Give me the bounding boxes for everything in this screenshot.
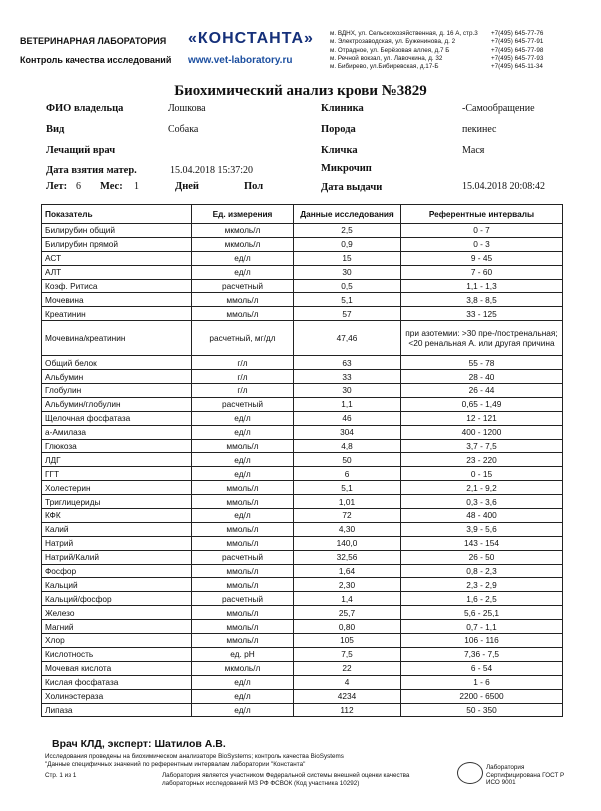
unit-cell: ед/л xyxy=(192,265,294,279)
unit-cell: мкмоль/л xyxy=(192,224,294,238)
unit-cell: г/л xyxy=(192,370,294,384)
months-label: Мес: xyxy=(100,181,123,192)
lab-type: ВЕТЕРИНАРНАЯ ЛАБОРАТОРИЯ xyxy=(20,36,167,46)
result-cell: 57 xyxy=(294,307,401,321)
species-label: Вид xyxy=(46,124,65,135)
reference-cell: 0 - 15 xyxy=(401,467,563,481)
parameter-cell: Альбумин/глобулин xyxy=(42,397,192,411)
phone-list xyxy=(491,30,543,71)
clinic-label: Клиника xyxy=(321,103,364,114)
address: м. Речной вокзал, ул. Лавочкина, д. 32 xyxy=(330,54,443,62)
analyzer-note: Исследования проведены на биохимическом анализаторе BioSystems; контроль качества BioSystems xyxy=(45,753,344,760)
phone: +7(495) 645-77-93 xyxy=(491,54,544,62)
reference-cell: 400 - 1200 xyxy=(401,425,563,439)
result-cell: 6 xyxy=(294,467,401,481)
reference-cell: 0,8 - 2,3 xyxy=(401,564,563,578)
reference-cell: 1 - 6 xyxy=(401,675,563,689)
parameter-cell: Железо xyxy=(42,606,192,620)
unit-cell: расчетный xyxy=(192,592,294,606)
issue-date-value: 15.04.2018 20:08:42 xyxy=(462,181,546,192)
result-cell: 22 xyxy=(294,661,401,675)
unit-cell: ммоль/л xyxy=(192,634,294,648)
table-row xyxy=(42,578,563,592)
table-row xyxy=(42,384,563,398)
column-header: Данные исследования xyxy=(294,205,401,224)
certification-logo-icon xyxy=(457,762,483,784)
result-cell: 5,1 xyxy=(294,481,401,495)
reference-cell: 23 - 220 xyxy=(401,453,563,467)
days-label: Дней xyxy=(175,181,199,192)
table-row xyxy=(42,675,563,689)
unit-cell: ммоль/л xyxy=(192,620,294,634)
reference-cell: 0,7 - 1,1 xyxy=(401,620,563,634)
table-row xyxy=(42,564,563,578)
unit-cell: мкмоль/л xyxy=(192,661,294,675)
parameter-cell: Хлор xyxy=(42,634,192,648)
reference-cell: 0,3 - 3,6 xyxy=(401,495,563,509)
doctor-signature: Врач КЛД, эксперт: Шатилов А.В. xyxy=(52,738,226,750)
result-cell: 7,5 xyxy=(294,647,401,661)
table-row xyxy=(42,634,563,648)
parameter-cell: Коэф. Ритиса xyxy=(42,279,192,293)
address-list xyxy=(330,30,478,71)
participation-note: Лаборатория является участником Федеральной системы внешней оценки качества лабораторных исследований МЗ РФ ФСВОК (Код участника 10292) xyxy=(162,772,410,787)
address: м. Электрозаводская, ул. Буженинова, д. 2 xyxy=(330,38,456,46)
reference-cell: 9 - 45 xyxy=(401,251,563,265)
table-row xyxy=(42,661,563,675)
unit-cell: ед/л xyxy=(192,703,294,717)
reference-cell: 26 - 50 xyxy=(401,550,563,564)
unit-cell: ммоль/л xyxy=(192,307,294,321)
microchip-label: Микрочип xyxy=(321,163,372,174)
parameter-cell: Глобулин xyxy=(42,384,192,398)
reference-cell: 7,36 - 7,5 xyxy=(401,647,563,661)
table-row xyxy=(42,265,563,279)
unit-cell: ед/л xyxy=(192,453,294,467)
parameter-cell: Холинэстераза xyxy=(42,689,192,703)
unit-cell: ед/л xyxy=(192,425,294,439)
reference-cell: 0 - 7 xyxy=(401,224,563,238)
nickname-value: Мася xyxy=(462,145,485,156)
result-cell: 4234 xyxy=(294,689,401,703)
reference-cell: 55 - 78 xyxy=(401,356,563,370)
table-row xyxy=(42,370,563,384)
reference-cell: 0 - 3 xyxy=(401,237,563,251)
parameter-cell: Натрий xyxy=(42,536,192,550)
unit-cell: ед/л xyxy=(192,675,294,689)
result-cell: 140,0 xyxy=(294,536,401,550)
result-cell: 47,46 xyxy=(294,321,401,356)
phone: +7(495) 645-77-98 xyxy=(491,46,544,54)
table-row xyxy=(42,307,563,321)
reference-cell: 3,7 - 7,5 xyxy=(401,439,563,453)
parameter-cell: Креатинин xyxy=(42,307,192,321)
unit-cell: расчетный xyxy=(192,279,294,293)
reference-cell: 106 - 116 xyxy=(401,634,563,648)
reference-cell: 28 - 40 xyxy=(401,370,563,384)
reference-cell: 26 - 44 xyxy=(401,384,563,398)
parameter-cell: АЛТ xyxy=(42,265,192,279)
result-cell: 0,80 xyxy=(294,620,401,634)
result-cell: 1,01 xyxy=(294,495,401,509)
lab-name: «КОНСТАНТА» xyxy=(188,30,314,47)
table-row xyxy=(42,536,563,550)
sample-date-label: Дата взятия матер. xyxy=(46,165,137,176)
reference-cell: 50 - 350 xyxy=(401,703,563,717)
unit-cell: ммоль/л xyxy=(192,578,294,592)
table-row xyxy=(42,251,563,265)
column-header: Ед. измерения xyxy=(192,205,294,224)
address: м. Отрадное, ул. Берёзовая аллея, д.7 Б xyxy=(330,46,450,54)
doctor-label: Лечащий врач xyxy=(46,145,116,156)
result-cell: 25,7 xyxy=(294,606,401,620)
unit-cell: ммоль/л xyxy=(192,495,294,509)
parameter-cell: Кальций/фосфор xyxy=(42,592,192,606)
unit-cell: г/л xyxy=(192,384,294,398)
parameter-cell: Липаза xyxy=(42,703,192,717)
table-row xyxy=(42,509,563,523)
reference-cell: 3,8 - 8,5 xyxy=(401,293,563,307)
page-number: Стр. 1 из 1 xyxy=(45,772,77,779)
certification-label: Лаборатория Сертифицирована ГОСТ Р ИСО 9001 xyxy=(486,764,565,786)
sample-date-value: 15.04.2018 15:37:20 xyxy=(170,165,254,176)
result-cell: 2,30 xyxy=(294,578,401,592)
result-cell: 15 xyxy=(294,251,401,265)
table-row xyxy=(42,647,563,661)
parameter-cell: Глюкоза xyxy=(42,439,192,453)
result-cell: 32,56 xyxy=(294,550,401,564)
table-row xyxy=(42,411,563,425)
parameter-cell: Общий белок xyxy=(42,356,192,370)
owner-label: ФИО владельца xyxy=(46,103,124,114)
breed-value: пекинес xyxy=(462,124,497,135)
unit-cell: ед/л xyxy=(192,467,294,481)
reference-cell: 48 - 400 xyxy=(401,509,563,523)
parameter-cell: АСТ xyxy=(42,251,192,265)
months-value: 1 xyxy=(134,181,139,192)
unit-cell: ммоль/л xyxy=(192,439,294,453)
reference-cell: 3,9 - 5,6 xyxy=(401,522,563,536)
parameter-cell: Калий xyxy=(42,522,192,536)
parameter-cell: Магний xyxy=(42,620,192,634)
reference-cell: 1,1 - 1,3 xyxy=(401,279,563,293)
reference-cell: 5,6 - 25,1 xyxy=(401,606,563,620)
result-cell: 304 xyxy=(294,425,401,439)
parameter-cell: Билирубин общий xyxy=(42,224,192,238)
address: м. Бибирево, ул.Бибиревская, д.17-Б xyxy=(330,63,439,71)
table-row xyxy=(42,522,563,536)
table-row xyxy=(42,397,563,411)
parameter-cell: КФК xyxy=(42,509,192,523)
result-cell: 50 xyxy=(294,453,401,467)
result-cell: 1,1 xyxy=(294,397,401,411)
table-row xyxy=(42,689,563,703)
parameter-cell: ГГТ xyxy=(42,467,192,481)
table-row xyxy=(42,606,563,620)
reference-cell: 1,6 - 2,5 xyxy=(401,592,563,606)
parameter-cell: Натрий/Калий xyxy=(42,550,192,564)
result-cell: 1,4 xyxy=(294,592,401,606)
unit-cell: ммоль/л xyxy=(192,293,294,307)
address: м. ВДНХ, ул. Сельскохозяйственная, д. 16 А, стр.3 xyxy=(330,30,478,37)
unit-cell: ммоль/л xyxy=(192,522,294,536)
reference-cell: 0,65 - 1,49 xyxy=(401,397,563,411)
unit-cell: ммоль/л xyxy=(192,564,294,578)
reference-cell: 143 - 154 xyxy=(401,536,563,550)
result-cell: 4,30 xyxy=(294,522,401,536)
table-header-row xyxy=(42,205,563,224)
reference-cell: 7 - 60 xyxy=(401,265,563,279)
parameter-cell: Мочевина xyxy=(42,293,192,307)
result-cell: 105 xyxy=(294,634,401,648)
result-cell: 4,8 xyxy=(294,439,401,453)
table-row xyxy=(42,495,563,509)
table-row xyxy=(42,481,563,495)
unit-cell: мкмоль/л xyxy=(192,237,294,251)
table-row xyxy=(42,224,563,238)
unit-cell: ед. рН xyxy=(192,647,294,661)
reference-cell: 33 - 125 xyxy=(401,307,563,321)
parameter-cell: Триглицериды xyxy=(42,495,192,509)
result-cell: 2,5 xyxy=(294,224,401,238)
table-row xyxy=(42,620,563,634)
parameter-cell: ЛДГ xyxy=(42,453,192,467)
reference-cell: 12 - 121 xyxy=(401,411,563,425)
parameter-cell: Альбумин xyxy=(42,370,192,384)
phone: +7(495) 645-77-91 xyxy=(491,38,544,46)
result-cell: 72 xyxy=(294,509,401,523)
breed-label: Порода xyxy=(321,124,356,135)
phone: +7(495) 645-77-76 xyxy=(491,30,544,37)
table-row xyxy=(42,703,563,717)
clinic-value: -Самообращение xyxy=(462,103,535,114)
parameter-cell: Кислотность xyxy=(42,647,192,661)
table-row xyxy=(42,592,563,606)
phone: +7(495) 645-11-34 xyxy=(491,63,543,71)
column-header: Показатель xyxy=(42,205,192,224)
parameter-cell: Фосфор xyxy=(42,564,192,578)
lab-website-link[interactable]: www.vet-laboratory.ru xyxy=(188,55,293,66)
unit-cell: ед/л xyxy=(192,251,294,265)
parameter-cell: Билирубин прямой xyxy=(42,237,192,251)
parameter-cell: Кальций xyxy=(42,578,192,592)
table-row xyxy=(42,467,563,481)
reference-cell: 2200 - 6500 xyxy=(401,689,563,703)
parameter-cell: Мочевина/креатинин xyxy=(42,321,192,356)
table-row xyxy=(42,453,563,467)
reference-cell: 2,3 - 2,9 xyxy=(401,578,563,592)
unit-cell: ед/л xyxy=(192,689,294,703)
result-cell: 0,5 xyxy=(294,279,401,293)
unit-cell: ед/л xyxy=(192,509,294,523)
years-label: Лет: xyxy=(46,181,68,192)
unit-cell: ммоль/л xyxy=(192,606,294,620)
unit-cell: ммоль/л xyxy=(192,481,294,495)
result-cell: 0,9 xyxy=(294,237,401,251)
result-cell: 112 xyxy=(294,703,401,717)
nickname-label: Кличка xyxy=(321,145,358,156)
column-header: Референтные интервалы xyxy=(401,205,563,224)
unit-cell: ед/л xyxy=(192,411,294,425)
table-row xyxy=(42,321,563,356)
parameter-cell: Холестерин xyxy=(42,481,192,495)
owner-value: Лошкова xyxy=(168,103,206,114)
unit-cell: расчетный xyxy=(192,397,294,411)
table-row xyxy=(42,279,563,293)
issue-date-label: Дата выдачи xyxy=(321,182,383,193)
table-row xyxy=(42,293,563,307)
result-cell: 63 xyxy=(294,356,401,370)
unit-cell: расчетный, мг/дл xyxy=(192,321,294,356)
table-row xyxy=(42,550,563,564)
result-cell: 4 xyxy=(294,675,401,689)
result-cell: 33 xyxy=(294,370,401,384)
reference-note: "Данные специфичных значений по референтным интервалам лаборатории "Константа" xyxy=(45,761,306,768)
unit-cell: расчетный xyxy=(192,550,294,564)
parameter-cell: Щелочная фосфатаза xyxy=(42,411,192,425)
unit-cell: ммоль/л xyxy=(192,536,294,550)
document-title: Биохимический анализ крови №3829 xyxy=(174,83,427,99)
result-cell: 30 xyxy=(294,265,401,279)
result-cell: 30 xyxy=(294,384,401,398)
parameter-cell: Кислая фосфатаза xyxy=(42,675,192,689)
table-row xyxy=(42,237,563,251)
years-value: 6 xyxy=(76,181,81,192)
result-cell: 46 xyxy=(294,411,401,425)
table-row xyxy=(42,356,563,370)
table-row xyxy=(42,439,563,453)
result-cell: 5,1 xyxy=(294,293,401,307)
unit-cell: г/л xyxy=(192,356,294,370)
reference-cell: 2,1 - 9,2 xyxy=(401,481,563,495)
result-cell: 1,64 xyxy=(294,564,401,578)
lab-subtitle: Контроль качества исследований xyxy=(20,55,172,65)
species-value: Собака xyxy=(168,124,199,135)
sex-label: Пол xyxy=(244,181,264,192)
table-row xyxy=(42,425,563,439)
reference-cell: 6 - 54 xyxy=(401,661,563,675)
parameter-cell: а-Амилаза xyxy=(42,425,192,439)
results-table xyxy=(41,204,563,717)
reference-cell: при азотемии: >30 пре-/постренальная; <20 ренальная А. или другая причина xyxy=(401,321,563,356)
parameter-cell: Мочевая кислота xyxy=(42,661,192,675)
